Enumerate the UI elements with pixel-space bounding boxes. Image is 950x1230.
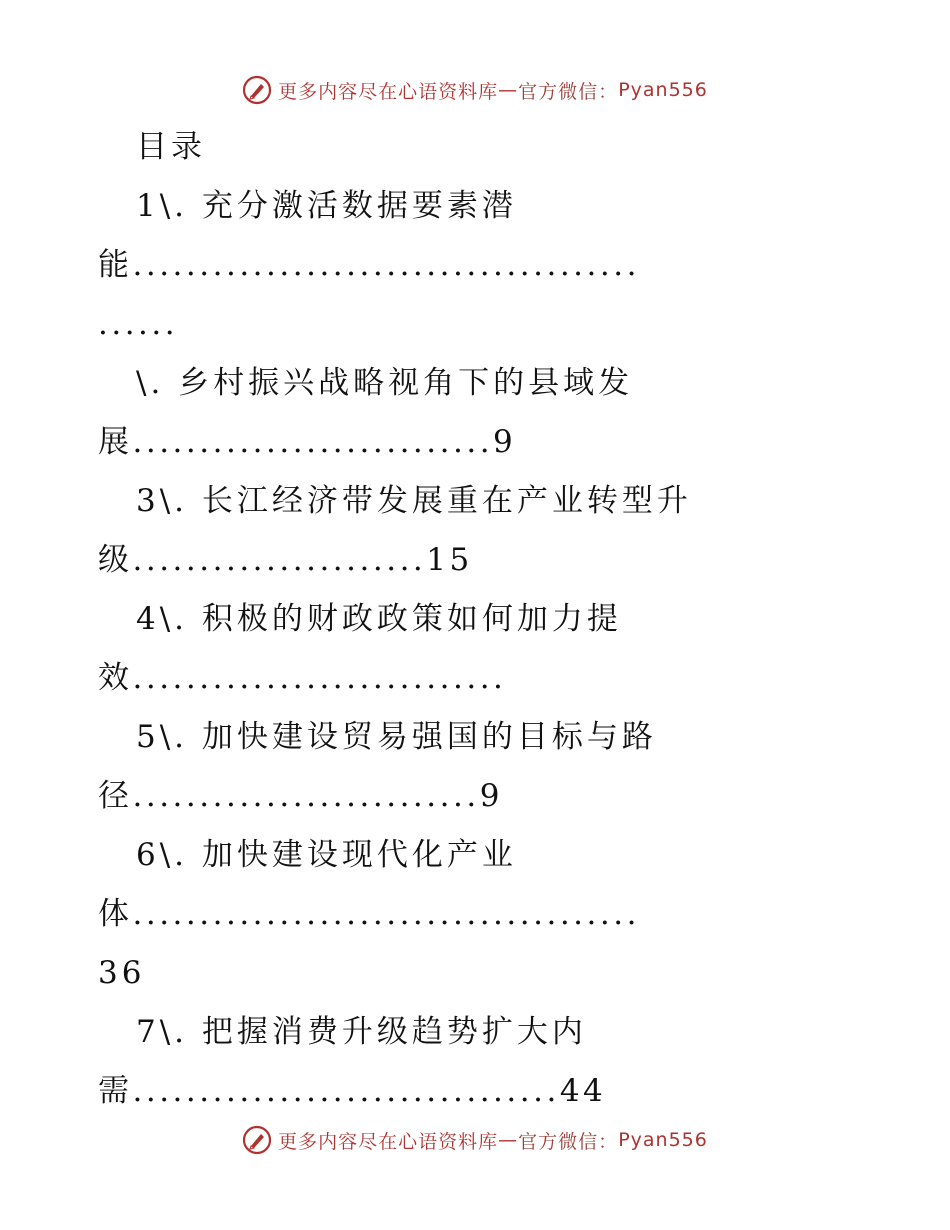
banner-text: 更多内容尽在心语资料库 — [278, 1130, 499, 1153]
banner-text: 更多内容尽在心语资料库 — [278, 80, 499, 103]
pen-logo-icon — [242, 75, 272, 105]
banner-wechat-id: Pyan556 — [618, 79, 708, 101]
banner-wechat-id: Pyan556 — [618, 1129, 708, 1151]
toc-entry-heading[interactable]: \. 乡村振兴战略视角下的县域发 — [136, 365, 634, 401]
footer-banner — [0, 1120, 950, 1160]
toc-title: 目录 — [136, 129, 206, 165]
toc-entry-leader[interactable]: 级......................15 — [98, 542, 473, 578]
table-of-contents — [98, 118, 858, 1121]
toc-entry-leader[interactable]: 效............................ — [98, 660, 507, 696]
toc-entry-page-number[interactable]: 36 — [98, 955, 146, 991]
toc-entry-leader[interactable]: 能...................................... — [98, 247, 640, 283]
toc-entry-heading[interactable]: 4\. 积极的财政政策如何加力提 — [136, 601, 622, 637]
toc-entry-heading[interactable]: 5\. 加快建设贸易强国的目标与路 — [136, 719, 657, 755]
toc-entry-heading[interactable]: 7\. 把握消费升级趋势扩大内 — [136, 1014, 587, 1050]
toc-entry-leader[interactable]: 展...........................9 — [98, 424, 517, 460]
banner-official-label: 官方微信： — [518, 1130, 619, 1153]
toc-entry-heading[interactable]: 1\. 充分激活数据要素潜 — [136, 188, 517, 224]
header-banner — [0, 70, 950, 110]
banner-separator: — — [498, 79, 519, 101]
toc-entry-leader[interactable]: 体...................................... — [98, 896, 640, 932]
banner-official-label: 官方微信： — [518, 80, 619, 103]
toc-entry-leader[interactable]: 径..........................9 — [98, 778, 503, 814]
toc-entry-leader[interactable]: 需................................44 — [98, 1073, 607, 1109]
toc-entry-heading[interactable]: 3\. 长江经济带发展重在产业转型升 — [136, 483, 692, 519]
banner-separator: — — [498, 1129, 519, 1151]
pen-logo-icon — [242, 1125, 272, 1155]
toc-entry-leader-overflow[interactable]: ...... — [98, 306, 179, 342]
toc-entry-heading[interactable]: 6\. 加快建设现代化产业 — [136, 837, 517, 873]
